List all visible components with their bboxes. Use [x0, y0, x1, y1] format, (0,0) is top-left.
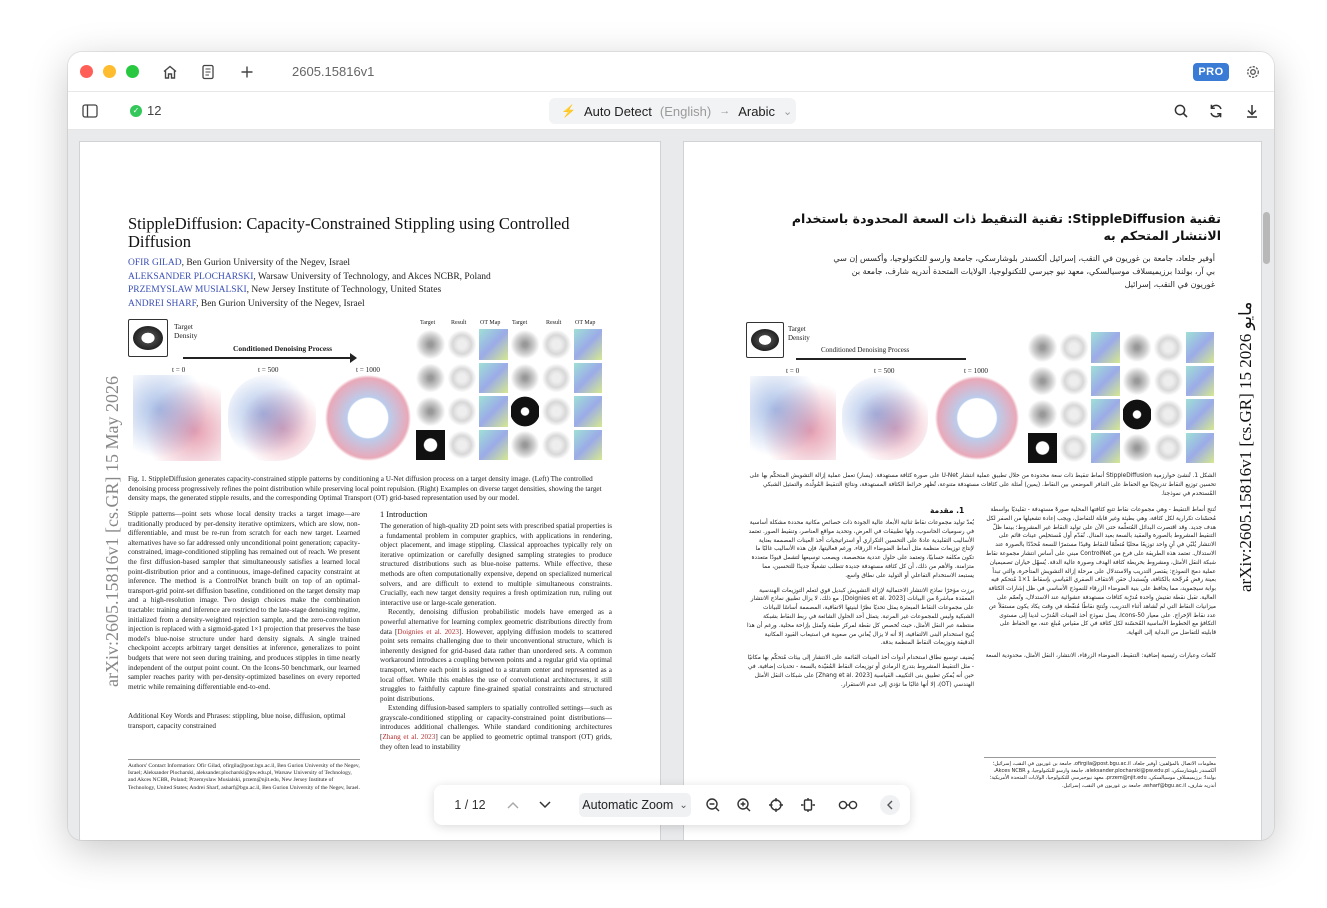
- page-navigation-bar: [434, 785, 910, 825]
- author-line: ALEKSANDER PLOCHARSKI, Warsaw University of Technology, and Akces NCBR, Poland: [128, 271, 491, 282]
- author-line: ANDREI SHARF, Ben Gurion University of the Negev, Israel: [128, 298, 365, 309]
- example-thumbnail: [1091, 399, 1120, 430]
- example-thumbnail: [1154, 433, 1183, 464]
- language-selector[interactable]: [549, 98, 796, 124]
- author-list: أوفير جلعاد، جامعة بن غوريون في النقب، إسرائيل ألكسندر بلوشارسكي، جامعة وارسو للتكنولوجيا، وأكسس إن سي بي آر، بولندا برزيميسلاف موسيالسكي، معهد نيو جيرسي للتكنولوجيا، الولايات المتحدة أندريه شارف، جامعة بن غوريون في النقب، إسرائيل: [833, 254, 1215, 289]
- example-thumbnail: [416, 396, 445, 427]
- zoom-out-icon[interactable]: [700, 785, 726, 825]
- stipple-t0: [133, 375, 221, 461]
- search-icon[interactable]: [1169, 99, 1193, 123]
- target-density-label: Target Density: [174, 322, 198, 340]
- keywords: Additional Key Words and Phrases: stippling, blue noise, diffusion, optimal transport, capacity constrained: [128, 712, 346, 730]
- figure-caption: Fig. 1. StippleDiffusion generates capacity-constrained stipple patterns by conditioning a U-Net diffusion process on a target density image. (Left) The controlled denoising process progressively refines the point distribution while preserving local point repulsion. (Right) Examples on diverse target densities, showing the target density maps, the generated stipple results, and the corresponding Optimal Transport (OT) grid-based representation used by our model.: [128, 475, 602, 503]
- example-thumbnail: [542, 396, 571, 427]
- process-arrow: [183, 357, 353, 359]
- introduction-text: [380, 522, 612, 752]
- example-thumbnail: [479, 363, 508, 394]
- example-thumbnail: [1123, 366, 1152, 397]
- collapse-bar-button[interactable]: [878, 785, 902, 825]
- example-thumbnail: [542, 430, 571, 461]
- arxiv-stamp: arXiv:2605.15816v1 [cs.GR] 15 2026 مايو: [1236, 301, 1255, 592]
- example-thumbnail: [1060, 399, 1089, 430]
- paper-title: StippleDiffusion: Capacity-Constrained Stippling using Controlled Diffusion: [128, 214, 570, 251]
- status-count: [130, 103, 161, 118]
- paper-title: تقنية StippleDiffusion: تقنية التنقيط ذات السعة المحدودة باستخدام الانتشار المتحكم به: [791, 211, 1221, 243]
- example-thumbnail: [1154, 399, 1183, 430]
- example-thumbnail: [1060, 366, 1089, 397]
- example-thumbnail: [574, 329, 603, 360]
- author-name[interactable]: ANDREI SHARF: [128, 298, 197, 309]
- abstract: Stipple patterns—point sets whose local density tracks a target image—are traditionally produced by per-density iterative optimizers, which are slow, non-differentiable, and must be re-run from scratch for each new target. Learned alternatives have so far addressed only unconditional point generation; capacity-constrained, image-conditioned stippling has remained out of reach. We present the first diffusion-based sampler that simultaneously satisfies a learned local point-distribution prior and a continuous, image-defined capacity constraint at inference. The method is a ControlNet branch built on top of an optimal-transport-grid point-set diffusion baseline, conditioned on the target density map and a high-resolution image. Two design choices make the combination tractable: training and inference are restricted to the late-stage denoising regime, initialized from a density-weighted rejection sample, and the zero-convolution injection is replaced with a sigmoid-gated 1×1 projection that preserves the base model's blue-noise structure under hard density signals. A single trained checkpoint accepts arbitrary target densities at inference, generalizes to point budgets that were not seen during training, and produces stipples in time nearly independent of the output point count. On the Icons-50 benchmark, our learned sampler reaches parity with per-density-optimized baselines on every reported metric while remaining differentiable end-to-end.: [128, 510, 360, 691]
- arxiv-stamp: arXiv:2605.15816v1 [cs.GR] 15 May 2026: [102, 376, 122, 687]
- title-bar: [68, 52, 1274, 92]
- process-label: Conditioned Denoising Process: [233, 344, 333, 353]
- maximize-window-button[interactable]: [126, 65, 139, 78]
- target-language: Arabic: [738, 103, 776, 119]
- example-grid: [1028, 332, 1218, 465]
- example-thumbnail: [1186, 366, 1215, 397]
- arrow-right-icon: →: [719, 105, 731, 117]
- author-footnote: Authors' Contact Information: Ofir Gilad, ofirgila@post.bgu.ac.il, Ben Gurion University of the Negev, Israel; Aleksander Plocharski, aleksander.plocharski@pw.edu.pl, Warsaw University of Technology, and Akces NCBR, Poland; Przemyslaw Musialski, przem@njit.edu, New Jersey Institute of Technology, United States; Andrei Sharf, asharf@bgu.ac.il, Ben Gurion University of the Negev, Israel.: [128, 759, 360, 792]
- intro-paragraph: Recently, denoising diffusion probabilistic models have emerged as a powerful alternative for learning complex geometric distributions directly from data [Doignies et al. 2023]. However, applying diffusion models to scattered point sets remains challenging due to their unconventional structure, which is inherently designed for grid-based data rather than unordered sets. A common workaround introduces a coupling between points and a regular grid via optimal transport, where each point is assigned to a stratum center and represented as a local offset. While this enables the use of convolutional architectures, it still struggles to faithfully capture fine-grained spatial constraints and structured point distributions.: [380, 608, 612, 703]
- example-thumbnail: [448, 329, 477, 360]
- t500-label: t = 500: [258, 366, 279, 374]
- intro-paragraph: برزت مؤخرًا نماذج الانتشار الاحتمالية لإزالة التشويش كبديل قوي لتعلم التوزيعات الهندسية المعقدة مباشرةً من البيانات [Doignies et al. 2023]. مع ذلك، لا يزال تطبيق نماذج الانتشار على مجموعات النقاط المبعثرة يمثل تحديًا نظرًا لبنيتها الاتفاقية، المصممة أساسًا للبيانات الشبكية وليس للمجموعات غير المرتبة. يتمثل أحد الحلول الشائعة في ربط النقاط بشبكة منتظمة عبر النقل الأمثل، حيث تُخصص كل نقطة لمركز طبقة وتُمثل بإزاحة محلية. ورغم أن هذا يُتيح استخدام البنى الالتفافية، إلا أنه لا يزال يُعاني من صعوبة في استيعاب القيود المكانية الدقيقة وتوزيعات النقاط المنظمة بدقة.: [746, 587, 974, 647]
- density-thumbnail: [128, 319, 168, 357]
- example-thumbnail: [1123, 332, 1152, 363]
- author-name[interactable]: OFIR GILAD: [128, 258, 182, 268]
- example-thumbnail: [448, 396, 477, 427]
- fit-width-icon[interactable]: [795, 785, 821, 825]
- settings-gear-icon[interactable]: [1241, 60, 1265, 84]
- example-thumbnail: [448, 430, 477, 461]
- check-circle-icon: ✓: [130, 105, 142, 117]
- introduction-text: [746, 519, 974, 689]
- stipple-t500: [228, 375, 316, 461]
- example-thumbnail: [511, 363, 540, 394]
- next-page-button[interactable]: [532, 785, 558, 825]
- author-name[interactable]: ALEKSANDER PLOCHARSKI: [128, 271, 254, 282]
- document-title: 2605.15816v1: [292, 64, 375, 79]
- author-line: PRZEMYSLAW MUSIALSKI, New Jersey Institute of Technology, United States: [128, 285, 442, 295]
- document-viewer: [68, 130, 1274, 840]
- example-thumbnail: [1028, 399, 1057, 430]
- stipple-t500: [842, 376, 928, 460]
- citation-link[interactable]: Doignies et al. 2023: [397, 627, 459, 636]
- section-heading: 1 Introduction: [380, 510, 428, 519]
- example-thumbnail: [1123, 433, 1152, 464]
- col-result: Result: [546, 320, 562, 326]
- crosshair-icon[interactable]: [763, 785, 789, 825]
- example-thumbnail: [1091, 332, 1120, 363]
- t0-label: t = 0: [172, 366, 186, 374]
- example-thumbnail: [1028, 366, 1057, 397]
- close-window-button[interactable]: [80, 65, 93, 78]
- pro-badge[interactable]: PRO: [1193, 63, 1229, 81]
- citation-link[interactable]: Zhang et al. 2023: [382, 733, 436, 742]
- zoom-select[interactable]: [579, 793, 691, 817]
- stipple-t1000: [934, 376, 1020, 460]
- download-icon[interactable]: [1240, 99, 1264, 123]
- minimize-window-button[interactable]: [103, 65, 116, 78]
- example-thumbnail: [1028, 332, 1057, 363]
- t500-label: t = 500: [874, 367, 895, 375]
- teaser-figure: [128, 317, 618, 465]
- example-thumbnail: [1060, 332, 1089, 363]
- document-icon[interactable]: [196, 60, 220, 84]
- example-thumbnail: [1186, 332, 1215, 363]
- author-list: [128, 257, 628, 311]
- example-thumbnail: [1028, 433, 1057, 464]
- example-thumbnail: [574, 363, 603, 394]
- original-page: [80, 142, 660, 840]
- stipple-t1000: [324, 375, 412, 461]
- example-thumbnail: [1186, 433, 1215, 464]
- source-language: Auto Detect: [583, 103, 652, 119]
- example-thumbnail: [416, 430, 445, 461]
- translation-toolbar: [68, 92, 1274, 130]
- home-icon[interactable]: [158, 60, 182, 84]
- intro-paragraph: يُعدّ توليد مجموعات نقاط ثنائية الأبعاد عالية الجودة ذات خصائص مكانية محددة مشكلة أساسية في رسوميات الحاسوب، ولها تطبيقات في العرض، وتحديد مواقع العناصر، وتنقيط الصور. تعتمد الأساليب التقليدية عادةً على التحسين التكراري أو استراتيجيات أخذ العينات المصممة بعناية لإنتاج توزيعات منظمة مثل أنماط الضوضاء الزرقاء. ورغم فعاليتها، فإن هذه الأساليب غالبًا ما تكون مكلفة حسابيًا، وتعتمد على حلول عددية متخصصة، ويصعب توسيعها لتشمل قيودًا متعددة متزامنة. والأهم من ذلك، أن كل كثافة مستهدفة جديدة تتطلب تشغيلًا جديدًا للتحسين، مما يستبعد الاستخدام التفاعلي أو التوليد على نطاق واسع.: [748, 520, 974, 579]
- status-count-value: 12: [147, 103, 162, 118]
- density-thumbnail: [746, 322, 784, 358]
- example-thumbnail: [511, 329, 540, 360]
- auto-detect-icon: ⚡: [561, 104, 576, 118]
- glasses-icon[interactable]: [834, 785, 862, 825]
- new-tab-icon[interactable]: [235, 60, 259, 84]
- col-otmap: OT Map: [575, 320, 596, 326]
- translated-page: [684, 142, 1261, 840]
- author-line: OFIR GILAD, Ben Gurion University of the Negev, Israel: [128, 258, 351, 268]
- process-arrow: [796, 358, 966, 360]
- example-thumbnail: [1060, 433, 1089, 464]
- t1000-label: t = 1000: [964, 367, 989, 375]
- author-footnote: معلومات الاتصال بالمؤلفين: أوفير جلعاد، ofirgila@post.bgu.ac.il، جامعة بن غوريون في النقب، إسرائيل؛ ألكسندر بلوشارسكي، aleksander.plocharski@pw.edu.pl، جامعة وارسو للتكنولوجيا، و Akces NCBR، بولندا؛ برزيميسلاف موسيالسكي، przem@njit.edu، معهد نيوجيرسي للتكنولوجيا، الولايات المتحدة الأمريكية؛ أندريه شارف، asharf@bgu.ac.il، جامعة بن غوريون في النقب، إسرائيل.: [984, 757, 1216, 790]
- col-target: Target: [420, 320, 436, 326]
- example-thumbnail: [542, 363, 571, 394]
- section-heading: 1. مقدمة: [930, 506, 965, 515]
- example-thumbnail: [574, 396, 603, 427]
- example-thumbnail: [1186, 399, 1215, 430]
- example-thumbnail: [479, 396, 508, 427]
- teaser-figure: [746, 320, 1226, 465]
- vertical-scrollbar[interactable]: [1263, 212, 1270, 264]
- col-result: Result: [451, 320, 467, 326]
- t1000-label: t = 1000: [356, 366, 381, 374]
- keywords: كلمات وعبارات رئيسية إضافية: التنقيط، الضوضاء الزرقاء، الانتشار، النقل الأمثل، محدودية السعة: [985, 652, 1216, 659]
- example-thumbnail: [448, 363, 477, 394]
- example-thumbnail: [574, 430, 603, 461]
- app-window: [68, 52, 1274, 840]
- zoom-in-icon[interactable]: [731, 785, 757, 825]
- detected-language: (English): [659, 103, 712, 119]
- example-thumbnail: [416, 363, 445, 394]
- example-thumbnail: [416, 329, 445, 360]
- zoom-mode: Automatic Zoom: [582, 798, 674, 812]
- stipple-t0: [750, 376, 836, 460]
- figure-caption: الشكل 1. تُنشئ خوارزمية StippleDiffusion أنماط تنقيط ذات سعة محدودة من خلال تطبيق عملية انتشار U-Net على صورة كثافة مستهدفة. (يسار) تعمل عملية إزالة التشويش المتحكّم بها على تحسين توزيع النقاط تدريجيًا مع الحفاظ على التنافر الموضعي بين النقاط. (يمين) أمثلة على كثافات مستهدفة متنوعة، تُظهر خرائط الكثافة المستهدفة، ونتائج التنقيط المُولّدة، والتمثيل الشبكي المُستخدم في نموذجنا.: [749, 473, 1216, 497]
- example-thumbnail: [542, 329, 571, 360]
- t0-label: t = 0: [786, 367, 800, 375]
- example-thumbnail: [511, 396, 540, 427]
- author-name[interactable]: PRZEMYSLAW MUSIALSKI: [128, 285, 247, 295]
- sidebar-toggle-icon[interactable]: [78, 99, 102, 123]
- example-thumbnail: [1154, 332, 1183, 363]
- example-thumbnail: [1123, 399, 1152, 430]
- example-thumbnail: [1091, 366, 1120, 397]
- intro-paragraph: Extending diffusion-based samplers to spatially controlled settings—such as grayscale-conditioned stippling or capacity-constrained point distributions—introduces additional challenges. While standard conditioning architectures [Zhang et al. 2023] can be applied to geometric optimal transport (OT) grids, they often lead to instability: [380, 704, 612, 751]
- abstract: تُنتج أنماط التنقيط - وهي مجموعات نقاط تتبع كثافتها المحلية صورةً مستهدفة - تقليديًا بواسطة مُحسّنات تكرارية لكل كثافة، وهي بطيئة وغير قابلة للتفاضل، ويجب إعادة تشغيلها من الصفر لكل هدف جديد. وقد اقتصرت البدائل المُتعلّمة حتى الآن على توليد النقاط غير المشروط؛ بينما ظلّ التنقيط المشروط بالصورة والمقيد بالسعة بعيد المنال. نُقدّم أول مُستخلِص عينات قائم على الانتشار يُلبّي في آنٍ واحد توزيعًا محليًا مُتعلّمًا للنقاط وقيدًا مستمرًا للسعة مُحدّدًا بالصورة عند الاستدلال. تعتمد هذه الطريقة على فرع من ControlNet مبني على أساس انتشار مجموعة نقاط شبكة النقل الأمثل، ومشروط بخريطة كثافة الهدف وصورة عالية الدقة. يُسهّل خياران تصميميان عملية دمج النموذج: يقتصر التدريب والاستدلال على مرحلة إزالة التشويش المتأخرة، والتي تبدأ بعينة رفض مُرجّحة بالكثافة، ويُستبدل حقن الانتقاف الصفري القياسي بإسقاط 1×1 مُتحكم فيه بوابة سيجمويد، مما يحافظ على بنية الضوضاء الزرقاء للنموذج الأساسي في ظل إشارات الكثافة العالية. تقبل نقطة تفتيش واحدة مُدرّبة كثافات مستهدفة عشوائية عند الاستدلال، وتُعمّم على ميزانيات النقاط التي لم تُشاهد أثناء التدريب، وتُنتج نقاطًا مُنقّطة في وقت يكاد يكون مستقلاً عن عدد نقاط الإخراج. على معيار Icons-50، يصل نموذج أخذ العينات المُدرّب لدينا إلى مستوى التكافؤ مع الخطوط الأساسية المُحسّنة لكل كثافة في كل مقياس مُبلغ عنه، مع الحفاظ على قابليته للتفاضل من البداية إلى النهاية. كلمات وعبارات رئيسية إضافية: التنقيط، الضوضاء الزرقاء، الانتشار، النقل الأمثل، محدودية السعة: [985, 507, 1216, 659]
- process-label: Conditioned Denoising Process: [821, 346, 910, 354]
- chevron-down-icon: ⌄: [783, 105, 793, 118]
- refresh-icon[interactable]: [1204, 99, 1228, 123]
- arrow-head-icon: [350, 353, 357, 363]
- example-thumbnail: [479, 430, 508, 461]
- chevron-down-icon: ⌄: [679, 799, 688, 811]
- example-thumbnail: [1091, 433, 1120, 464]
- page-indicator[interactable]: 1 / 12: [454, 798, 486, 812]
- target-density-label: Target Density: [788, 325, 810, 342]
- example-thumbnail: [1154, 366, 1183, 397]
- example-thumbnail: [479, 329, 508, 360]
- col-target: Target: [512, 320, 528, 326]
- intro-paragraph: The generation of high-quality 2D point sets with prescribed spatial properties is a fundamental problem in computer graphics, with applications in rendering, object placement, and image stippling. Classical approaches typically rely on iterative optimization or carefully designed sampling strategies to produce structured distributions such as blue-noise patterns. While effective, these methods are often computationally expensive, depend on specialized numerical solvers, and are difficult to extend to multiple simultaneous constraints. Crucially, each new target density requires a fresh optimization run, ruling out interactive use or large-scale generation.: [380, 522, 612, 607]
- example-thumbnail: [511, 430, 540, 461]
- chevron-left-icon: [880, 795, 900, 815]
- col-otmap: OT Map: [480, 320, 501, 326]
- intro-paragraph: يُضيف توسيع نطاق استخدام أدوات أخذ العينات القائمة على الانتشار إلى بيئات مُتحكّم بها مكانيًا - مثل التنقيط المشروط بتدرج الرمادي أو توزيعات النقاط المُقيّدة بالسعة - تحديات إضافية. في حين أنه يُمكن تطبيق بنى التكييف القياسية [Zhang et al. 2023] على شبكات النقل الأمثل الهندسي (OT)، إلا أنها غالبًا ما تؤدي إلى عدم الاستقرار.: [747, 655, 974, 688]
- example-grid: [416, 329, 606, 464]
- previous-page-button[interactable]: [500, 785, 526, 825]
